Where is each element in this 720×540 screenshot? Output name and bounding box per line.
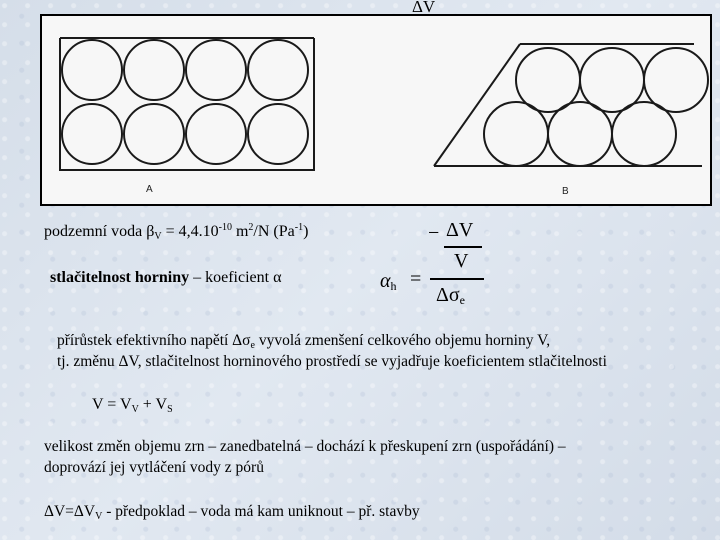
assumption-line: $\Delta V=\Delta V_V$ - předpoklad – voda má kam uniknout – př. stavby bbox=[44, 503, 420, 522]
grain-b2 bbox=[580, 48, 644, 112]
grain-b1 bbox=[516, 48, 580, 112]
volume-equation: $V = V_V + V_S$ bbox=[92, 396, 173, 415]
formula-alpha: $\alpha_h$ bbox=[380, 270, 397, 293]
grain-volume-line-1: velikost změn objemu zrn – zanedbatelná – dochází k přeskupení zrn (uspořádání) – bbox=[44, 438, 566, 455]
grain-volume-line-2: doprovází jej vytláčení vody z pórů bbox=[44, 459, 264, 476]
grain-a2 bbox=[124, 40, 184, 100]
top-fragment-text: ΔV bbox=[412, 0, 436, 14]
grain-a5 bbox=[62, 104, 122, 164]
formula-minus: − bbox=[428, 222, 440, 244]
grain-a1 bbox=[62, 40, 122, 100]
effective-stress-line-2: tj. změnu ΔV, stlačitelnost horninového prostředí se vyjadřuje koeficientem stlačitelnosti bbox=[57, 353, 607, 370]
grain-packing-drawing bbox=[42, 16, 710, 204]
grain-b3 bbox=[644, 48, 708, 112]
grain-b5 bbox=[548, 102, 612, 166]
formula-delta-sigma: $\Delta\sigma_e$ bbox=[436, 284, 465, 307]
grain-a4 bbox=[248, 40, 308, 100]
container-b-wall bbox=[434, 44, 520, 166]
groundwater-compressibility: podzemní voda $\beta_V = 4,4.10^{-10}$ $m^2/N$ $(Pa^{-1})$ bbox=[44, 222, 309, 242]
formula-main-fraction-bar bbox=[430, 278, 484, 280]
grain-packing-figure bbox=[40, 14, 712, 206]
grain-a8 bbox=[248, 104, 308, 164]
label-b: B bbox=[562, 186, 569, 197]
grain-a6 bbox=[124, 104, 184, 164]
formula-inner-fraction-bar bbox=[444, 246, 482, 248]
formula-equals: = bbox=[410, 268, 422, 290]
rock-compressibility-heading: stlačitelnost horniny – koeficient α bbox=[50, 269, 282, 286]
label-a: A bbox=[146, 184, 153, 195]
grain-b4 bbox=[484, 102, 548, 166]
grain-a3 bbox=[186, 40, 246, 100]
effective-stress-line-1: přírůstek efektivního napětí $\Delta\sigma_e$ vyvolá zmenšení celkového objemu horniny V, bbox=[57, 332, 551, 351]
formula-delta-v: ΔV bbox=[446, 219, 474, 241]
formula-v: V bbox=[454, 250, 469, 272]
grain-a7 bbox=[186, 104, 246, 164]
grain-b6 bbox=[612, 102, 676, 166]
